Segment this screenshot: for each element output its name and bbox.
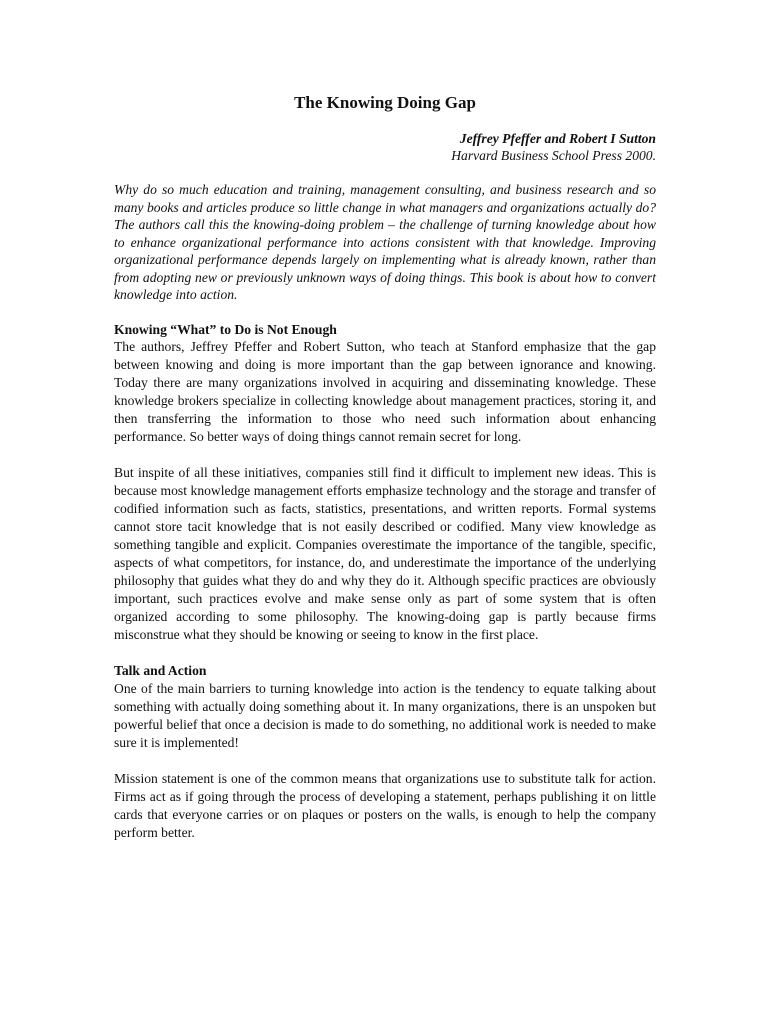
paragraph: Mission statement is one of the common means that organizations use to substitute talk for action. Firms act as if going through the process of developing a statement, perhaps publishing it on little cards that everyone carries or on plaques or posters on the walls, is enough to help the company perform better.	[114, 770, 656, 840]
publisher: Harvard Business School Press 2000.	[451, 148, 656, 163]
page-content	[114, 92, 656, 860]
abstract: Why do so much education and training, management consulting, and business research and so many books and articles produce so little change in what managers and organizations actually do? The authors call this the knowing-doing problem – the challenge of turning knowledge about how to enhance organizational performance into actions consistent with that knowledge. Improving organizational performance depends largely on implementing what is already known, rather than from adopting new or previously unknown ways of doing things. This book is about how to convert knowledge into action.	[114, 182, 656, 302]
document-title: The Knowing Doing Gap	[294, 93, 476, 112]
section-heading: Knowing “What” to Do is Not Enough	[114, 321, 337, 337]
section-heading: Talk and Action	[114, 663, 207, 678]
paragraph: One of the main barriers to turning knowledge into action is the tendency to equate talking about something with actually doing something about it. In many organizations, there is an unspoken but powerful belief that once a decision is made to do something, no additional work is needed to make sure it is implemented!	[114, 680, 656, 750]
section-talk-and-action	[114, 662, 656, 842]
paragraph: But inspite of all these initiatives, companies still find it difficult to implement new ideas. This is because most knowledge management efforts emphasize technology and the storage and transfer of codified information such as facts, statistics, presentations, and written reports. Formal systems cannot store tacit knowledge that is not easily described or codified. Many view knowledge as something tangible and explicit. Companies overestimate the importance of the tangible, specific, aspects of what competitors, for instance, do, and underestimate the importance of the underlying philosophy that guides what they do and why they do it. Although specific practices are obviously important, such practices evolve and make sense only as part of some system that is often organized according to some philosophy. The knowing-doing gap is partly because firms misconstrue what they should be knowing or seeing to know in the first place.	[114, 465, 656, 642]
byline	[114, 130, 656, 164]
section-knowing-what	[114, 321, 656, 645]
authors: Jeffrey Pfeffer and Robert I Sutton	[459, 131, 656, 146]
paragraph: The authors, Jeffrey Pfeffer and Robert Sutton, who teach at Stanford emphasize that the gap between knowing and doing is more important than the gap between ignorance and knowing. Today there are many organizations involved in acquiring and disseminating knowledge. These knowledge brokers specialize in collecting knowledge about management practices, storing it, and then transferring the information to those who need such information about enhancing performance. So better ways of doing things cannot remain secret for long.	[114, 339, 656, 444]
